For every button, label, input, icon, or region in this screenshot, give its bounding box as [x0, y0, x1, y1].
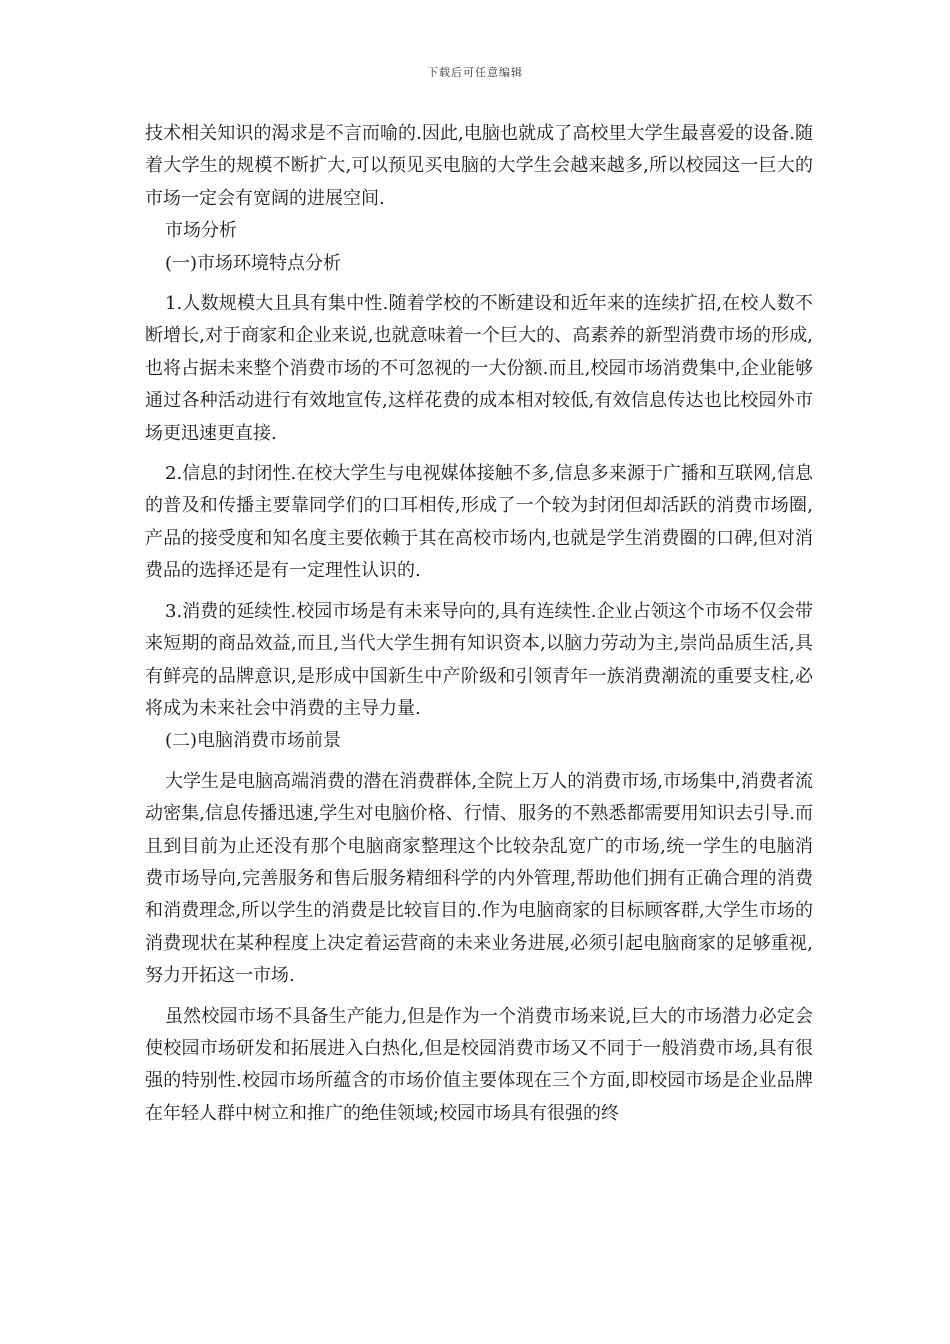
- subsection-heading-environment: (一)市场环境特点分析: [165, 252, 342, 274]
- page-header: 下载后可任意编辑: [427, 66, 523, 79]
- paragraph-point-3: 3.消费的延续性.校园市场是有未来导向的,具有连续性.企业占领这个市场不仅会带来短期的商品效益,而且,当代大学生拥有知识资本,以脑力劳动为主,崇尚品质生活,具有鲜亮的品牌意识,是形成中国新生中产阶级和引领青年一族消费潮流的重要支柱,必将成为未来社会中消费的主导力量.: [145, 600, 813, 719]
- paragraph-campus-market: 虽然校园市场不具备生产能力,但是作为一个消费市场来说,巨大的市场潜力必定会使校园市场研发和拓展进入白热化,但是校园消费市场又不同于一般消费市场,具有很强的特别性.校园市场所蕴含的市场价值主要体现在三个方面,即校园市场是企业品牌在年轻人群中树立和推广的绝佳领域;校园市场具有很强的终: [145, 1005, 813, 1124]
- paragraph-point-2: 2.信息的封闭性.在校大学生与电视媒体接触不多,信息多来源于广播和互联网,信息的普及和传播主要靠同学们的口耳相传,形成了一个较为封闭但却活跃的消费市场圈,产品的接受度和知名度主要依赖于其在高校市场内,也就是学生消费圈的口碑,但对消费品的选择还是有一定理性认识的.: [145, 463, 813, 582]
- paragraph-prospects: 大学生是电脑高端消费的潜在消费群体,全院上万人的消费市场,市场集中,消费者流动密集,信息传播迅速,学生对电脑价格、行情、服务的不熟悉都需要用知识去引导.而且到目前为止还没有那个电脑商家整理这个比较杂乱宽广的市场,统一学生的电脑消费市场导向,完善服务和售后服务精细科学的内外管理,帮助他们拥有正确合理的消费和消费理念,所以学生的消费是比较盲目的.作为电脑商家的目标顾客群,大学生市场的消费现状在某种程度上决定着运营商的未来业务进展,必须引起电脑商家的足够重视,努力开拓这一市场.: [145, 770, 813, 987]
- paragraph-continuation: 技术相关知识的渴求是不言而喻的.因此,电脑也就成了高校里大学生最喜爱的设备.随着大学生的规模不断扩大,可以预见买电脑的大学生会越来越多,所以校园这一巨大的市场一定会有宽阔的进展空间.: [145, 123, 813, 209]
- paragraph-point-1: 1.人数规模大且具有集中性.随着学校的不断建设和近年来的连续扩招,在校人数不断增长,对于商家和企业来说,也就意味着一个巨大的、高素养的新型消费市场的形成,也将占据未来整个消费市场的不可忽视的一大份额.而且,校园市场消费集中,企业能够通过各种活动进行有效地宣传,这样花费的成本相对较低,有效信息传达也比校园外市场更迅速更直接.: [145, 293, 813, 444]
- document-body: [145, 118, 813, 1130]
- subsection-heading-prospects: (二)电脑消费市场前景: [165, 730, 342, 752]
- section-heading-market-analysis: 市场分析: [165, 220, 237, 242]
